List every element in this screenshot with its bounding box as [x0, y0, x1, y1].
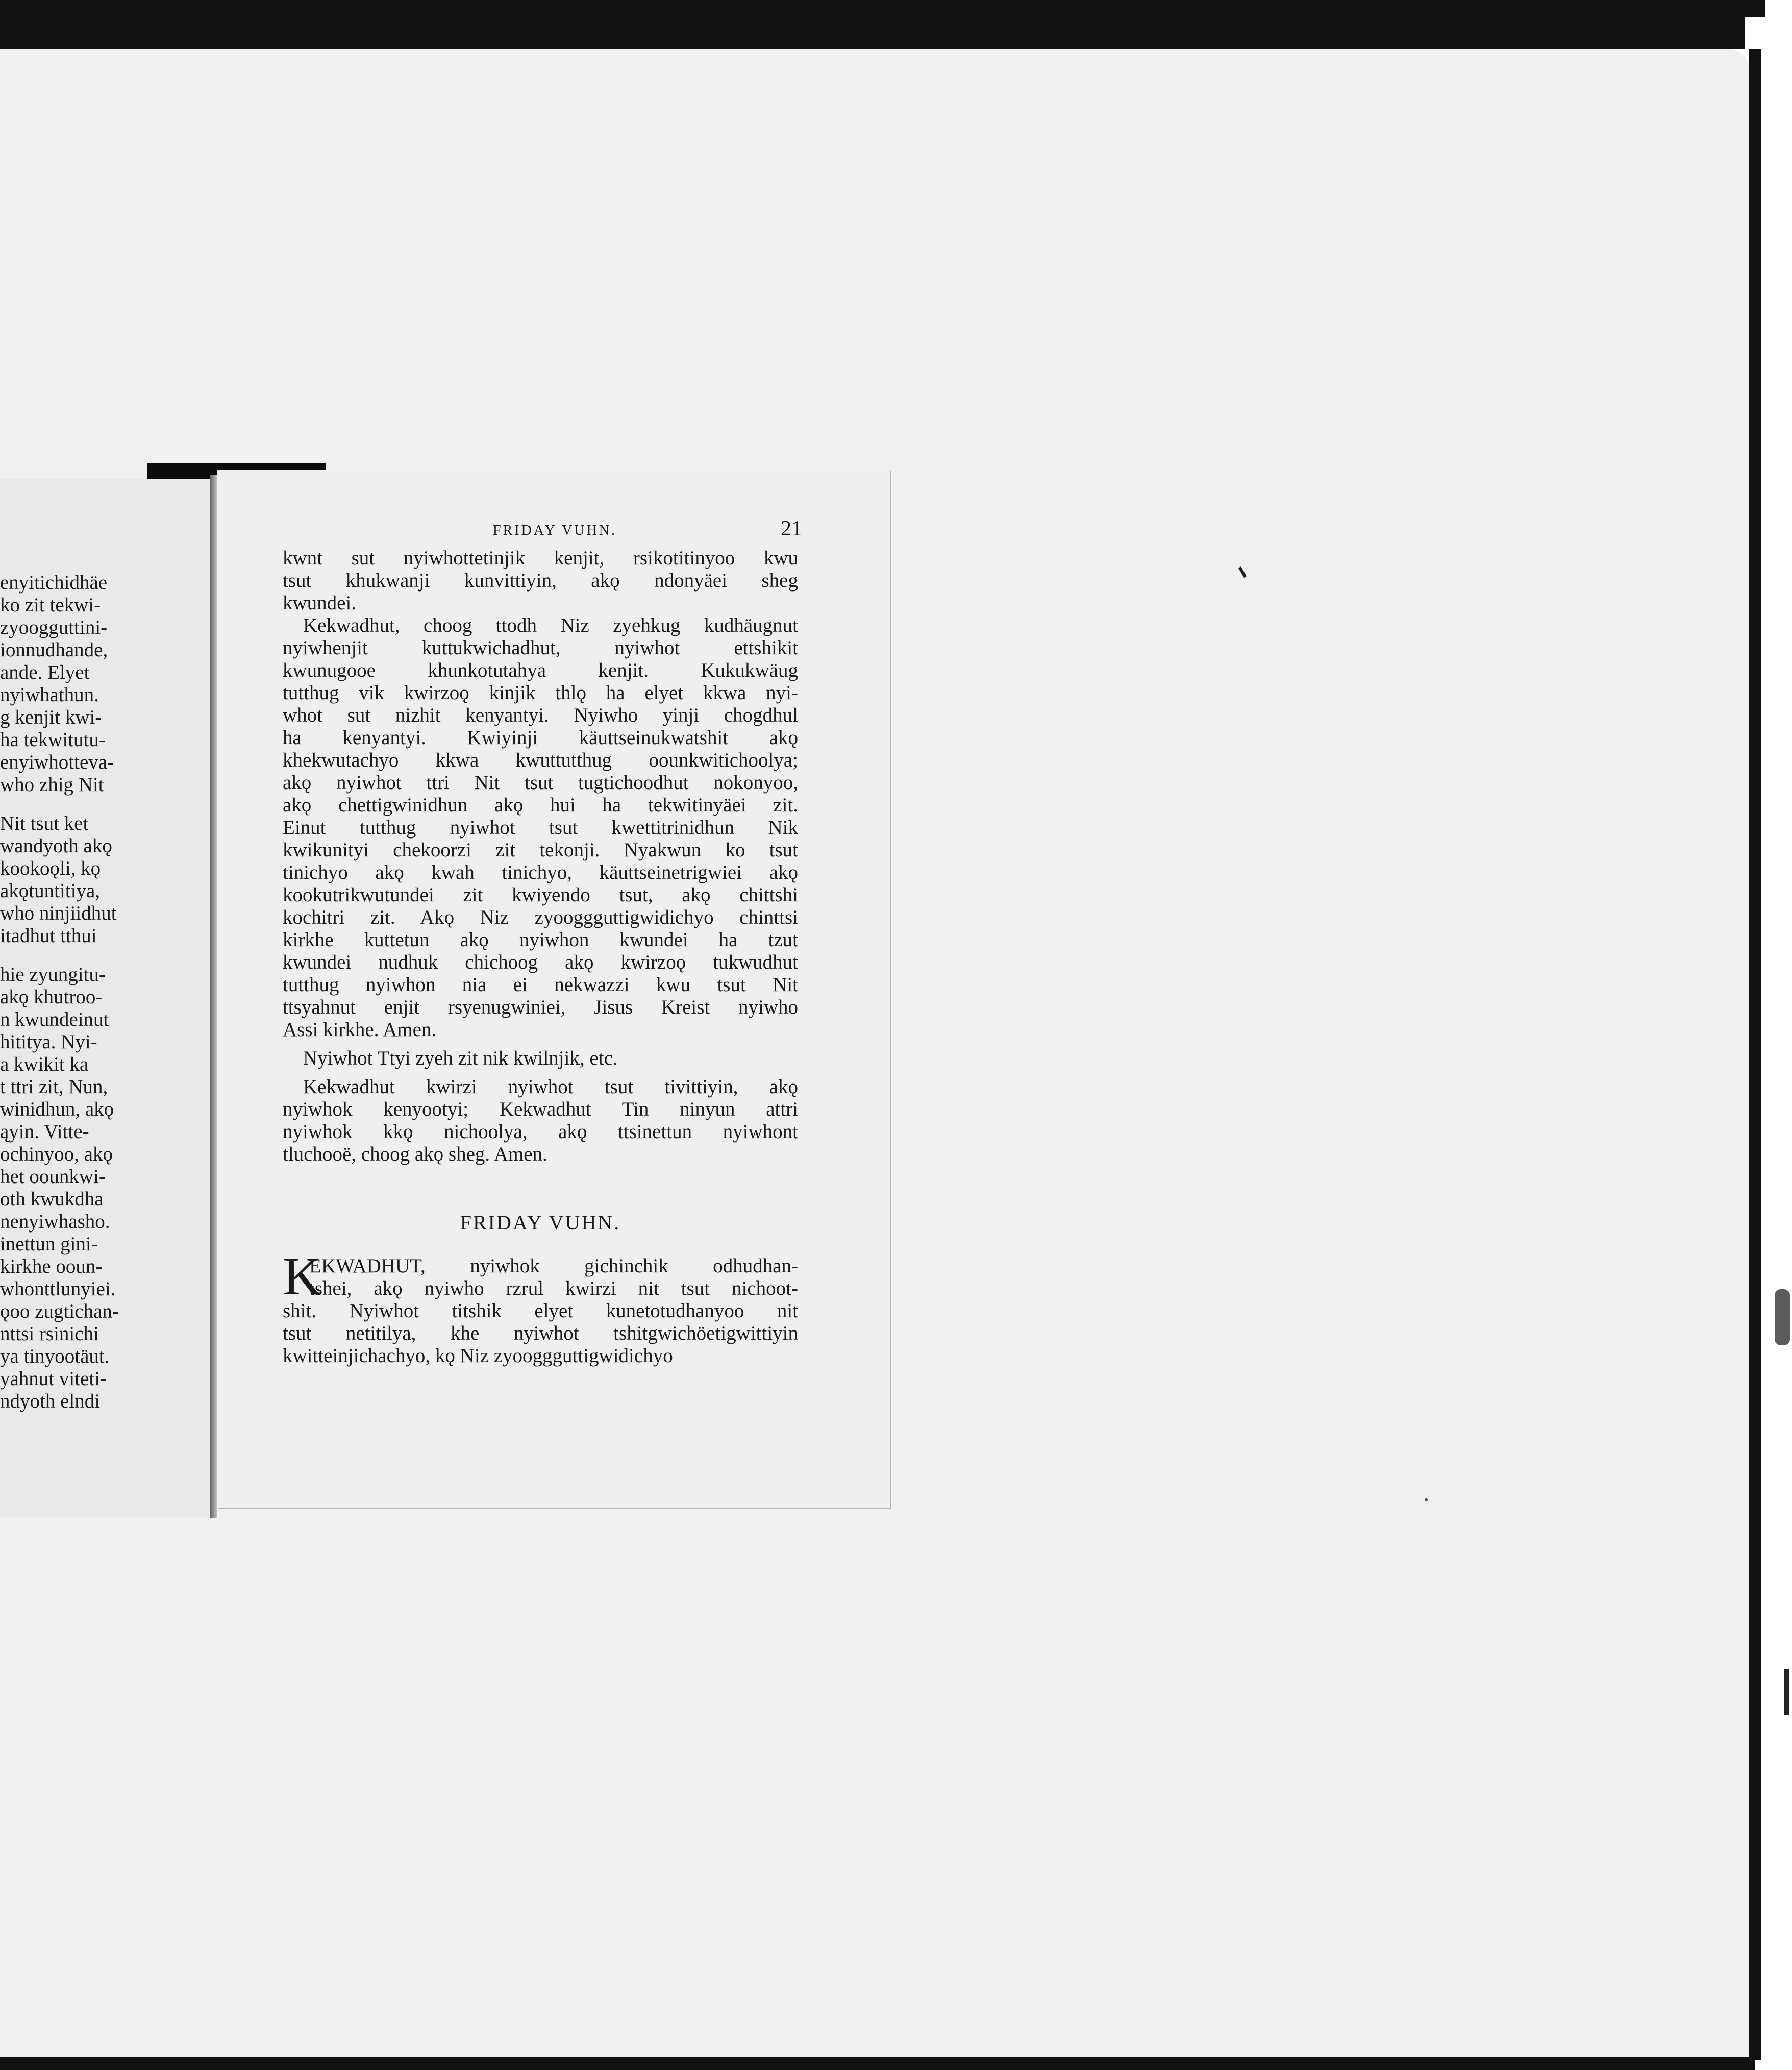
paragraph-4	[283, 1076, 798, 1166]
text-line: Nyiwhot Ttyi zyeh zit nik kwilnjik, etc.	[303, 1047, 618, 1069]
text-line: yahnut viteti-	[0, 1368, 107, 1390]
text-line: tutthug vik kwirzoǫ kinjik thlǫ ha elyet kkwa nyi-	[283, 682, 798, 704]
text-line: who ninjiidhut	[0, 902, 117, 924]
text-line: ąyin. Vitte-	[0, 1121, 89, 1143]
text-line: het oounkwi-	[0, 1166, 106, 1188]
text-line: whonttlunyiei.	[0, 1278, 116, 1300]
text-line: tutthug nyiwhon nia ei nekwazzi kwu tsut Nit	[283, 974, 798, 996]
text-line: tluchooë, choog akǫ sheg. Amen.	[283, 1143, 547, 1165]
text-line: tsut netitilya, khe nyiwhot tshitgwichöetigwittiyin	[283, 1322, 798, 1344]
text-line: akǫ nyiwhot ttri Nit tsut tugtichoodhut nokonyoo,	[283, 772, 798, 794]
text-line: akǫ khutroo-	[0, 986, 103, 1008]
text-line: hie zyungitu-	[0, 964, 106, 985]
text-line: oth kwukdha	[0, 1188, 104, 1210]
text-line: a kwikit ka	[0, 1053, 89, 1075]
edge-smudge	[1775, 1289, 1790, 1345]
scan-border-top	[0, 0, 1765, 17]
text-line: ko zit tekwi-	[0, 594, 101, 616]
text-line: enyitichidhäe	[0, 572, 108, 594]
text-line: kwundei nudhuk chichoog akǫ kwirzoǫ tukwudhut	[283, 951, 798, 973]
text-line: akǫ chettigwinidhun akǫ hui ha tekwitinyäei zit.	[283, 794, 798, 816]
text-line: tshei, akǫ nyiwho rzrul kwirzi nit tsut nichoot-	[309, 1277, 798, 1299]
text-line: ndyoth elndi	[0, 1390, 101, 1412]
text-line: hititya. Nyi-	[0, 1031, 97, 1053]
text-line: Nit tsut ket	[0, 812, 89, 834]
text-line: shit. Nyiwhot titshik elyet kunetotudhanyoo nit	[283, 1300, 798, 1322]
text-line: ya tinyootäut.	[0, 1345, 110, 1367]
text-line: ande. Elyet	[0, 661, 90, 683]
text-line: kirkhe ooun-	[0, 1255, 103, 1277]
text-line: EKWADHUT, nyiwhok gichinchik odhudhan-	[309, 1255, 798, 1277]
stray-dot	[1425, 1498, 1428, 1501]
text-line: Einut tutthug nyiwhot tsut kwettitrinidhun Nik	[283, 817, 798, 839]
text-line: ochinyoo, akǫ	[0, 1143, 113, 1165]
text-line: nttsi rsinichi	[0, 1323, 99, 1345]
text-line: enyiwhotteva-	[0, 751, 114, 773]
text-line: ttsyahnut enjit rsyenugwiniei, Jisus Kreist nyiwho	[283, 996, 798, 1018]
text-line: akǫtuntitiya,	[0, 880, 101, 902]
text-line: wandyoth akǫ	[0, 835, 112, 857]
text-line: Kekwadhut, choog ttodh Niz zyehkug kudhäugnut	[303, 614, 798, 636]
text-line: kwnt sut nyiwhottetinjik kenjit, rsikotitinyoo kwu	[283, 547, 798, 569]
text-line: itadhut tthui	[0, 925, 97, 947]
text-line: ǫoo zugtichan-	[0, 1300, 119, 1322]
text-line: ha kenyantyi. Kwiyinji käuttseinukwatshit akǫ	[283, 727, 798, 749]
section-title: FRIDAY VUHN.	[460, 1211, 621, 1234]
text-line: tinichyo akǫ kwah tinichyo, käuttseinetrigwiei akǫ	[283, 861, 798, 883]
paragraph-2	[283, 614, 798, 1041]
text-line: tsut khukwanji kunvittiyin, akǫ ndonyäei sheg	[283, 570, 798, 592]
text-line: ionnudhande,	[0, 639, 108, 661]
paragraph-1	[283, 547, 798, 614]
text-line: nyiwhenjit kuttukwichadhut, nyiwhot ettshikit	[283, 637, 798, 659]
text-line: who zhig Nit	[0, 774, 104, 796]
text-line: t ttri zit, Nun,	[0, 1076, 108, 1098]
drop-cap: K	[283, 1246, 322, 1306]
text-line	[0, 947, 138, 964]
text-line: kirkhe kuttetun akǫ nyiwhon kwundei ha tzut	[283, 929, 798, 951]
scan-border-top-inner	[0, 17, 1745, 49]
scan-border-right	[1749, 49, 1761, 2060]
page-body	[283, 547, 798, 1367]
text-line: nyiwhathun.	[0, 684, 99, 706]
text-line: kwikunityi chekoorzi zit tekonji. Nyakwun ko tsut	[283, 839, 798, 861]
text-line: ha tekwitutu-	[0, 729, 106, 751]
text-line: kwundei.	[283, 592, 357, 614]
text-line: Assi kirkhe. Amen.	[283, 1019, 437, 1041]
scan-border-bottom	[0, 2057, 1755, 2070]
text-line: zyoogguttini-	[0, 617, 108, 638]
text-line: winidhun, akǫ	[0, 1098, 114, 1120]
text-line: nyiwhok kkǫ nichoolya, akǫ ttsinettun nyiwhont	[283, 1121, 798, 1143]
text-line: kwitteinjichachyo, kǫ Niz zyooggguttigwidichyo	[283, 1345, 673, 1367]
running-head: FRIDAY VUHN.	[493, 523, 617, 538]
text-line: whot sut nizhit kenyantyi. Nyiwho yinji chogdhul	[283, 704, 798, 726]
collect-paragraph	[283, 1246, 798, 1367]
text-line: nenyiwhasho.	[0, 1211, 110, 1233]
text-line: g kenjit kwi-	[0, 706, 102, 728]
text-line: kwunugooe khunkotutahya kenjit. Kukukwäug	[283, 659, 798, 681]
text-line: inettun gini-	[0, 1233, 98, 1255]
page-number: 21	[781, 517, 802, 540]
text-line: n kwundeinut	[0, 1008, 109, 1030]
right-page	[217, 470, 890, 1508]
text-line	[0, 796, 138, 812]
text-line: khekwutachyo kkwa kwuttutthug oounkwitichoolya;	[283, 749, 798, 771]
paragraph-3	[283, 1047, 798, 1070]
text-line: nyiwhok kenyootyi; Kekwadhut Tin ninyun attri	[283, 1098, 798, 1120]
text-line: Kekwadhut kwirzi nyiwhot tsut tivittiyin, akǫ	[303, 1076, 798, 1098]
left-page-text	[0, 572, 138, 1413]
text-line: kochitri zit. Akǫ Niz zyooggguttigwidichyo chinttsi	[283, 906, 798, 928]
text-line: kookutrikwutundei zit kwiyendo tsut, akǫ chittshi	[283, 884, 798, 906]
left-page	[0, 479, 212, 1517]
edge-mark	[1784, 1669, 1789, 1715]
page-gutter	[210, 475, 217, 1518]
paragraph-5	[283, 1255, 798, 1367]
text-line: kookoǫli, kǫ	[0, 857, 101, 879]
